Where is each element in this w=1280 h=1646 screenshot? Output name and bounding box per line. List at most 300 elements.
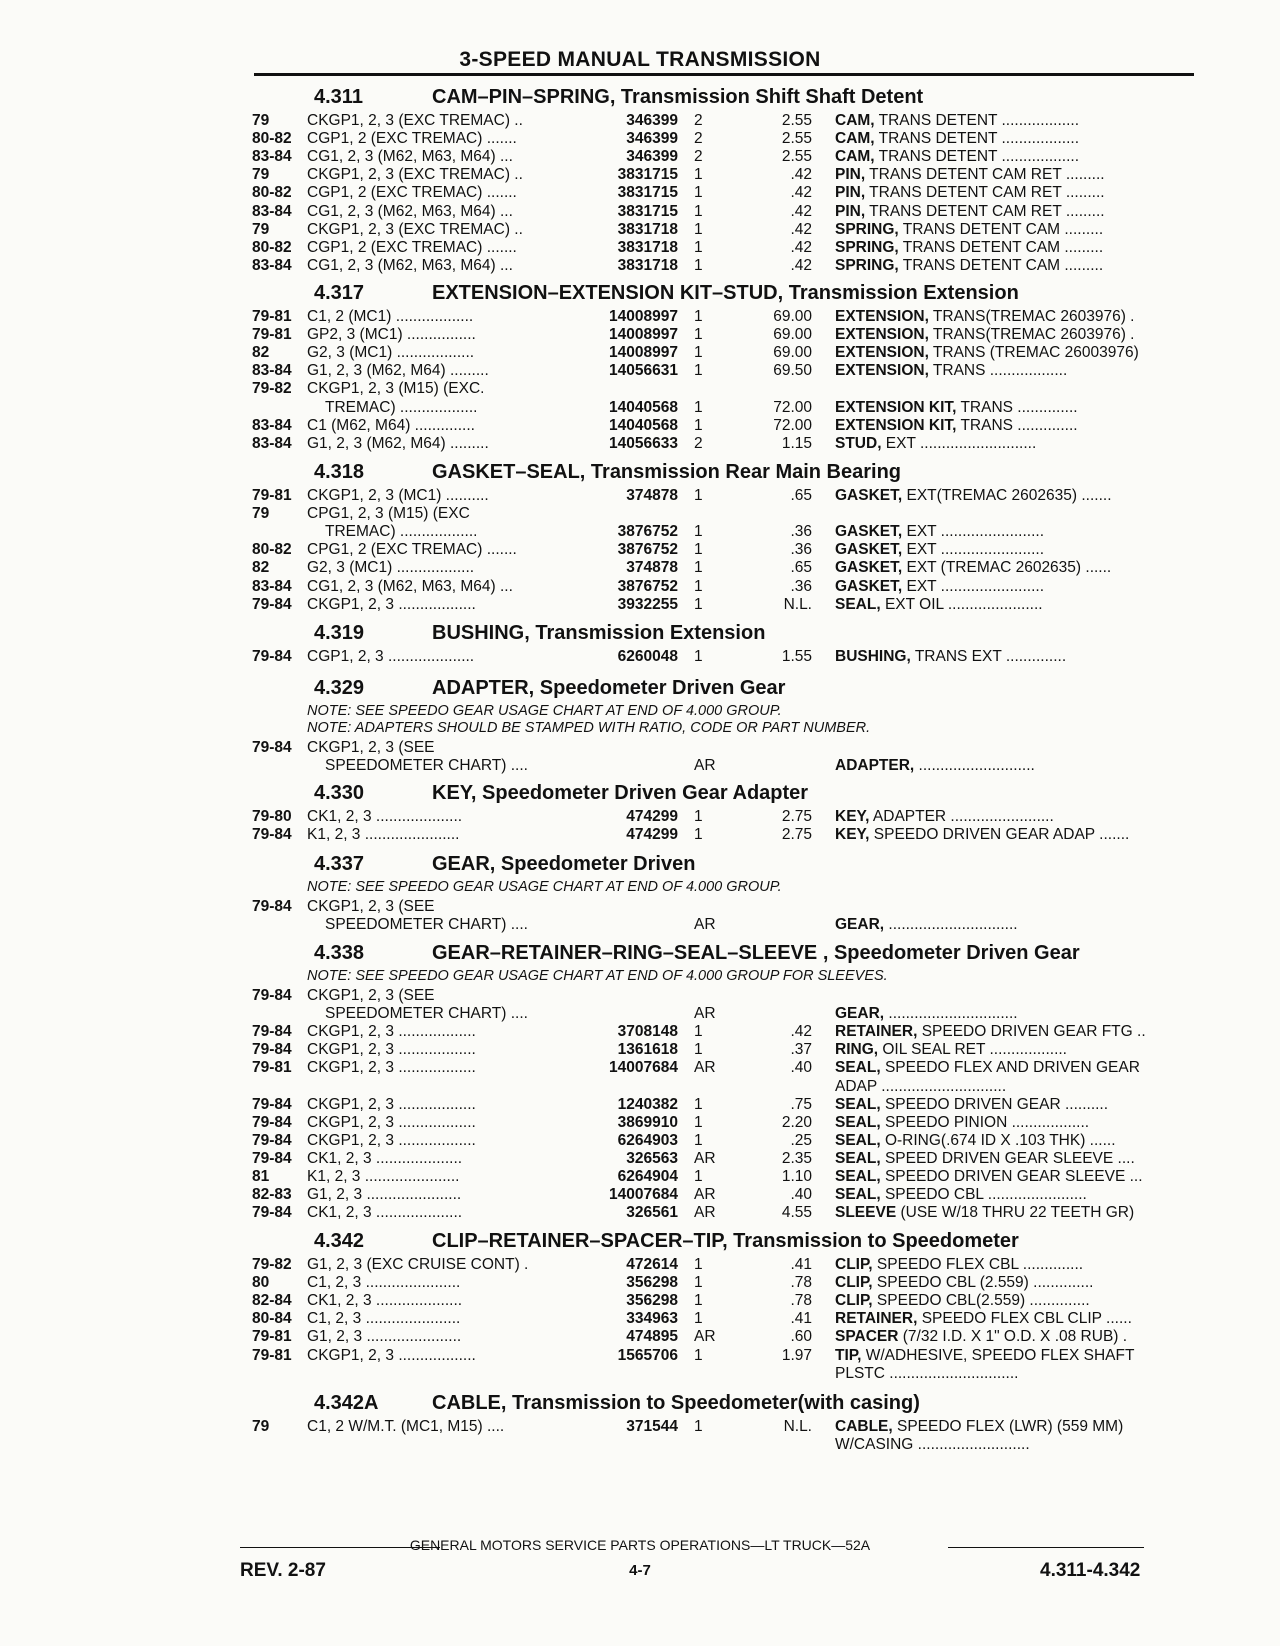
part-name: CLIP,	[835, 1274, 873, 1292]
vehicle-models: CG1, 2, 3 (M62, M63, M64) ...	[307, 577, 513, 595]
model-years: 83-84	[252, 577, 292, 595]
part-number: 3876752	[617, 577, 678, 595]
model-years: 83-84	[252, 256, 292, 274]
part-number: 474895	[626, 1328, 678, 1346]
parts-row	[0, 898, 1280, 917]
parts-row	[0, 808, 1280, 827]
list-price: 2.55	[781, 148, 812, 166]
vehicle-models: G1, 2, 3 ......................	[307, 1186, 462, 1204]
vehicle-models: TREMAC) ..................	[325, 523, 478, 541]
part-description	[835, 1274, 1195, 1292]
quantity: 1	[694, 1346, 703, 1364]
part-number: 1565706	[617, 1346, 678, 1364]
section-number: 4.319	[314, 622, 365, 644]
part-number: 472614	[626, 1256, 678, 1273]
parts-row	[0, 1005, 1280, 1024]
part-detail: ..............................	[884, 916, 1018, 934]
section-heading	[314, 942, 1080, 965]
vehicle-models: CG1, 2, 3 (M62, M63, M64) ...	[307, 202, 513, 220]
part-name: RETAINER,	[835, 1023, 918, 1041]
model-years: 80-82	[252, 238, 292, 256]
vehicle-models: CKGP1, 2, 3 (SEE	[307, 898, 435, 915]
part-detail: SPEEDO FLEX CBL CLIP ......	[917, 1310, 1132, 1328]
quantity: AR	[694, 1005, 716, 1023]
list-price: 1.10	[781, 1168, 812, 1185]
part-name: PIN,	[835, 202, 866, 220]
part-number: 14007684	[609, 1059, 678, 1077]
vehicle-models: CKGP1, 2, 3 ..................	[307, 1059, 476, 1077]
part-detail: TRANS EXT ..............	[910, 648, 1067, 665]
vehicle-models: CKGP1, 2, 3 ..................	[307, 1095, 476, 1113]
parts-row	[0, 541, 1280, 560]
parts-row	[0, 648, 1280, 667]
list-price: .78	[790, 1292, 812, 1310]
quantity: 1	[694, 1292, 703, 1310]
part-description	[835, 578, 1195, 596]
model-years: 79-81	[252, 1346, 292, 1364]
vehicle-models: C1, 2 (MC1) ..................	[307, 308, 474, 325]
section-part-names: CABLE,	[432, 1392, 507, 1414]
model-years: 79-84	[252, 595, 292, 613]
part-detail: ...........................	[914, 757, 1035, 775]
part-description	[835, 257, 1195, 275]
model-years: 83-84	[252, 416, 292, 434]
part-detail: (USE W/18 THRU 22 TEETH GR)	[896, 1204, 1135, 1222]
vehicle-models: SPEEDOMETER CHART) ....	[325, 1005, 528, 1023]
quantity: 1	[694, 826, 703, 844]
parts-row	[0, 1023, 1280, 1042]
parts-row	[0, 417, 1280, 436]
list-price: .42	[790, 184, 812, 202]
part-name: PIN,	[835, 184, 866, 202]
part-detail: ADAP .............................	[835, 1077, 1007, 1095]
vehicle-models: CPG1, 2 (EXC TREMAC) .......	[307, 541, 517, 559]
parts-row	[0, 1365, 1280, 1384]
section-application: Transmission Shift Shaft Detent	[615, 86, 924, 108]
part-name: RETAINER,	[835, 1310, 918, 1328]
vehicle-models: CK1, 2, 3 ....................	[307, 1149, 463, 1167]
quantity: 1	[694, 577, 703, 595]
quantity: 1	[694, 1310, 703, 1328]
part-name: GASKET,	[835, 541, 903, 559]
part-number: 346399	[626, 148, 678, 166]
quantity: AR	[694, 1204, 716, 1222]
model-years: 80	[252, 1274, 270, 1292]
part-detail: SPEED DRIVEN GEAR SLEEVE ....	[880, 1149, 1135, 1167]
section-number: 4.338	[314, 942, 365, 964]
section-application: Speedometer Driven Gear Adapter	[476, 782, 809, 804]
part-description	[835, 1256, 1195, 1274]
quantity: 1	[694, 523, 703, 541]
part-description	[835, 916, 1195, 934]
quantity: 2	[694, 148, 703, 166]
parts-row	[0, 239, 1280, 258]
part-number: 14008997	[609, 344, 678, 362]
part-description	[835, 362, 1195, 380]
part-description	[835, 1132, 1195, 1150]
part-name: BUSHING,	[835, 648, 911, 665]
quantity: 1	[694, 308, 703, 325]
parts-row	[0, 166, 1280, 185]
list-price: .65	[790, 559, 812, 577]
section-part-names: ADAPTER,	[432, 677, 535, 699]
part-description	[835, 523, 1195, 541]
vehicle-models: G2, 3 (MC1) ..................	[307, 559, 475, 577]
model-years: 79-84	[252, 648, 292, 665]
list-price: .75	[790, 1095, 812, 1113]
part-detail: ADAPTER ........................	[869, 808, 1054, 825]
part-name: GEAR,	[835, 916, 885, 934]
parts-row	[0, 1114, 1280, 1133]
list-price: .42	[790, 238, 812, 256]
section-note: NOTE: SEE SPEEDO GEAR USAGE CHART AT END OF 4.000 GROUP FOR SLEEVES.	[307, 968, 888, 984]
parts-row	[0, 435, 1280, 454]
part-name: SEAL,	[835, 1059, 881, 1077]
parts-row	[0, 523, 1280, 542]
part-detail: SPEEDO CBL (2.559) ..............	[872, 1274, 1094, 1292]
model-years: 82-84	[252, 1292, 292, 1310]
model-years: 83-84	[252, 148, 292, 166]
part-name: GASKET,	[835, 523, 903, 541]
part-description	[835, 239, 1195, 257]
list-price: .36	[790, 523, 812, 541]
part-detail: SPEEDO DRIVEN GEAR ADAP .......	[869, 826, 1130, 844]
part-description	[835, 184, 1195, 202]
quantity: 1	[694, 166, 703, 184]
quantity: 1	[694, 1023, 703, 1041]
quantity: 1	[694, 1168, 703, 1185]
model-years: 83-84	[252, 362, 292, 380]
quantity: 1	[694, 344, 703, 362]
part-detail: SPEEDO DRIVEN GEAR FTG ..	[917, 1023, 1146, 1041]
part-detail: TRANS DETENT CAM .........	[898, 238, 1104, 256]
parts-row	[0, 1150, 1280, 1169]
vehicle-models: CKGP1, 2, 3 ..................	[307, 1113, 476, 1131]
quantity: 1	[694, 1095, 703, 1113]
part-detail: TRANS DETENT CAM RET .........	[865, 184, 1105, 202]
part-detail: W/CASING ..........................	[835, 1436, 1030, 1454]
model-years: 79-84	[252, 898, 292, 915]
model-years: 82	[252, 559, 270, 577]
parts-row	[0, 380, 1280, 399]
part-description	[835, 130, 1195, 148]
parts-row	[0, 1096, 1280, 1115]
list-price: .40	[790, 1059, 812, 1077]
quantity: AR	[694, 1186, 716, 1204]
quantity: 1	[694, 238, 703, 256]
quantity: AR	[694, 1149, 716, 1167]
vehicle-models: SPEEDOMETER CHART) ....	[325, 916, 528, 934]
vehicle-models: G2, 3 (MC1) ..................	[307, 344, 475, 362]
model-years: 79-81	[252, 326, 292, 344]
model-years: 79-81	[252, 308, 292, 325]
list-price: 2.55	[781, 130, 812, 148]
parts-row	[0, 203, 1280, 222]
parts-row	[0, 399, 1280, 418]
part-detail: EXT OIL ......................	[880, 595, 1043, 613]
quantity: 1	[694, 487, 703, 504]
list-price: 1.55	[781, 648, 812, 665]
model-years: 79	[252, 166, 270, 184]
part-description	[835, 757, 1195, 775]
section-part-names: GEAR,	[432, 853, 496, 875]
parts-row	[0, 308, 1280, 327]
model-years: 80-82	[252, 541, 292, 559]
part-description	[835, 1204, 1195, 1222]
part-name: GASKET,	[835, 487, 903, 504]
part-number: 346399	[626, 112, 678, 129]
part-description	[835, 1436, 1195, 1454]
vehicle-models: TREMAC) ..................	[325, 398, 478, 416]
parts-row	[0, 1132, 1280, 1151]
part-name: SEAL,	[835, 1095, 881, 1113]
quantity: 1	[694, 416, 703, 434]
list-price: .42	[790, 256, 812, 274]
model-years: 81	[252, 1168, 270, 1185]
list-price: 72.00	[773, 398, 812, 416]
parts-row	[0, 487, 1280, 506]
part-description	[835, 1310, 1195, 1328]
model-years: 82	[252, 344, 270, 362]
part-detail: TRANS DETENT ..................	[874, 130, 1080, 148]
part-number: 6264904	[617, 1168, 678, 1185]
parts-row	[0, 757, 1280, 776]
section-note: NOTE: ADAPTERS SHOULD BE STAMPED WITH RATIO, CODE OR PART NUMBER.	[307, 720, 871, 736]
part-number: 474299	[626, 808, 678, 825]
part-number: 346399	[626, 130, 678, 148]
parts-row	[0, 112, 1280, 131]
part-name: KEY,	[835, 808, 870, 825]
part-name: SPRING,	[835, 220, 899, 238]
part-name: CAM,	[835, 130, 875, 148]
vehicle-models: G1, 2, 3 ......................	[307, 1328, 462, 1346]
vehicle-models: CPG1, 2, 3 (M15) (EXC	[307, 505, 470, 523]
part-name: EXTENSION,	[835, 344, 929, 362]
part-description	[835, 308, 1195, 326]
part-detail: SPEEDO FLEX AND DRIVEN GEAR	[880, 1059, 1140, 1077]
list-price: 69.00	[773, 326, 812, 344]
part-description	[835, 166, 1195, 184]
part-description	[835, 1150, 1195, 1168]
vehicle-models: G1, 2, 3 (EXC CRUISE CONT) .	[307, 1256, 529, 1273]
list-price: 4.55	[781, 1204, 812, 1222]
part-number: 14056631	[609, 362, 678, 380]
model-years: 83-84	[252, 202, 292, 220]
quantity: 2	[694, 112, 703, 129]
part-detail: TRANS DETENT CAM RET .........	[865, 166, 1105, 184]
part-name: GASKET,	[835, 559, 903, 577]
part-name: EXTENSION,	[835, 362, 929, 380]
part-detail: SPEEDO DRIVEN GEAR ..........	[880, 1095, 1109, 1113]
part-number: 3869910	[617, 1113, 678, 1131]
model-years: 79-84	[252, 1131, 292, 1149]
part-description	[835, 1023, 1195, 1041]
vehicle-models: K1, 2, 3 ......................	[307, 826, 460, 844]
parts-row	[0, 221, 1280, 240]
part-number: 3932255	[617, 595, 678, 613]
parts-row	[0, 1418, 1280, 1437]
part-number: 14007684	[609, 1186, 678, 1204]
revision-label: REV. 2-87	[240, 1560, 326, 1581]
part-detail: TRANS DETENT ..................	[874, 112, 1080, 129]
parts-row	[0, 578, 1280, 597]
part-description	[835, 1347, 1195, 1365]
list-price: 1.15	[781, 434, 812, 452]
parts-row	[0, 1274, 1280, 1293]
part-number: 1361618	[617, 1041, 678, 1059]
part-number: 6264903	[617, 1131, 678, 1149]
vehicle-models: CKGP1, 2, 3 (SEE	[307, 987, 435, 1004]
section-number: 4.342	[314, 1230, 365, 1252]
section-application: Transmission Extension	[529, 622, 766, 644]
parts-row	[0, 1186, 1280, 1205]
parts-row	[0, 130, 1280, 149]
quantity: 1	[694, 184, 703, 202]
part-name: SEAL,	[835, 1186, 881, 1204]
list-price: 1.97	[781, 1346, 812, 1364]
list-price: .42	[790, 166, 812, 184]
part-detail: TRANS DETENT CAM RET .........	[865, 202, 1105, 220]
part-name: EXTENSION KIT,	[835, 416, 957, 434]
vehicle-models: CKGP1, 2, 3 ..................	[307, 595, 476, 613]
part-description	[835, 1041, 1195, 1059]
part-description	[835, 148, 1195, 166]
list-price: 2.75	[781, 826, 812, 844]
part-detail: TRANS ..............	[956, 398, 1078, 416]
part-number: 14008997	[609, 326, 678, 344]
parts-row	[0, 1204, 1280, 1223]
quantity: 1	[694, 1131, 703, 1149]
part-description	[835, 1005, 1195, 1023]
part-detail: EXT ...........................	[881, 434, 1037, 452]
list-price: 69.00	[773, 344, 812, 362]
quantity: 1	[694, 1418, 703, 1435]
part-description	[835, 1328, 1195, 1346]
model-years: 79-81	[252, 1328, 292, 1346]
section-range: 4.311-4.342	[1040, 1560, 1141, 1581]
section-application: Speedometer Driven Gear	[534, 677, 786, 699]
quantity: AR	[694, 1328, 716, 1346]
quantity: 1	[694, 220, 703, 238]
section-heading	[314, 1230, 1019, 1253]
part-detail: SPEEDO CBL(2.559) ..............	[872, 1292, 1090, 1310]
model-years: 79-84	[252, 1041, 292, 1059]
model-years: 79-81	[252, 1059, 292, 1077]
section-part-names: EXTENSION–EXTENSION KIT–STUD,	[432, 282, 784, 304]
model-years: 79-84	[252, 1149, 292, 1167]
vehicle-models: G1, 2, 3 (M62, M64) .........	[307, 362, 489, 380]
part-description	[835, 1168, 1195, 1186]
list-price: .37	[790, 1041, 812, 1059]
part-description	[835, 1186, 1195, 1204]
quantity: 1	[694, 326, 703, 344]
part-number: 374878	[626, 559, 678, 577]
part-number: 356298	[626, 1274, 678, 1292]
model-years: 79-84	[252, 1095, 292, 1113]
part-description	[835, 326, 1195, 344]
quantity: 1	[694, 808, 703, 825]
part-detail: SPEEDO FLEX (LWR) (559 MM)	[892, 1418, 1124, 1435]
vehicle-models: CGP1, 2 (EXC TREMAC) .......	[307, 184, 517, 202]
part-description	[835, 541, 1195, 559]
part-detail: ..............................	[884, 1005, 1018, 1023]
vehicle-models: CKGP1, 2, 3 (SEE	[307, 739, 435, 756]
model-years: 79	[252, 112, 270, 129]
part-number: 6260048	[617, 648, 678, 665]
part-number: 3831715	[617, 166, 678, 184]
part-number: 1240382	[617, 1095, 678, 1113]
part-detail: EXT ........................	[902, 541, 1045, 559]
part-detail: O-RING(.674 ID X .103 THK) ......	[880, 1131, 1116, 1149]
quantity: 1	[694, 362, 703, 380]
part-name: CAM,	[835, 112, 875, 129]
list-price: 2.20	[781, 1113, 812, 1131]
part-detail: TRANS DETENT ..................	[874, 148, 1080, 166]
section-number: 4.329	[314, 677, 365, 699]
part-number: 3876752	[617, 523, 678, 541]
part-number: 14056633	[609, 434, 678, 452]
part-name: SEAL,	[835, 1131, 881, 1149]
model-years: 79	[252, 220, 270, 238]
model-years: 79-81	[252, 487, 292, 504]
part-number: 14040568	[609, 398, 678, 416]
parts-row	[0, 559, 1280, 578]
list-price: 2.35	[781, 1149, 812, 1167]
section-number: 4.311	[314, 86, 363, 108]
vehicle-models: CGP1, 2 (EXC TREMAC) .......	[307, 238, 517, 256]
vehicle-models: CKGP1, 2, 3 (EXC TREMAC) ..	[307, 220, 523, 238]
parts-row	[0, 184, 1280, 203]
part-name: RING,	[835, 1041, 879, 1059]
part-detail: TRANS DETENT CAM .........	[898, 220, 1104, 238]
part-detail: EXT ........................	[902, 577, 1045, 595]
part-name: SPRING,	[835, 256, 899, 274]
part-number: 326563	[626, 1149, 678, 1167]
quantity: 1	[694, 648, 703, 665]
list-price: 69.50	[773, 362, 812, 380]
footer-publisher: GENERAL MOTORS SERVICE PARTS OPERATIONS—LT TRUCK—52A	[409, 1537, 871, 1553]
part-description	[835, 344, 1195, 362]
part-name: SLEEVE	[835, 1204, 897, 1222]
vehicle-models: CKGP1, 2, 3 (M15) (EXC.	[307, 380, 485, 398]
vehicle-models: CKGP1, 2, 3 ..................	[307, 1131, 476, 1149]
vehicle-models: C1, 2 W/M.T. (MC1, M15) ....	[307, 1418, 505, 1435]
model-years: 79-84	[252, 1204, 292, 1222]
part-number: 356298	[626, 1292, 678, 1310]
section-application: Transmission Rear Main Bearing	[585, 461, 902, 483]
vehicle-models: GP2, 3 (MC1) ................	[307, 326, 476, 344]
model-years: 80-82	[252, 130, 292, 148]
part-description	[835, 808, 1195, 826]
list-price: .25	[790, 1131, 812, 1149]
part-detail: (7/32 I.D. X 1" O.D. X .08 RUB) .	[898, 1328, 1128, 1346]
vehicle-models: C1, 2, 3 ......................	[307, 1310, 461, 1328]
part-description	[835, 1114, 1195, 1132]
vehicle-models: CK1, 2, 3 ....................	[307, 1292, 463, 1310]
vehicle-models: K1, 2, 3 ......................	[307, 1168, 460, 1185]
section-part-names: CAM–PIN–SPRING,	[432, 86, 616, 108]
part-description	[835, 203, 1195, 221]
parts-row	[0, 257, 1280, 276]
parts-row	[0, 739, 1280, 758]
part-number: 14040568	[609, 416, 678, 434]
list-price: .36	[790, 541, 812, 559]
part-detail: TRANS(TREMAC 2603976) .	[928, 308, 1135, 325]
parts-row	[0, 1347, 1280, 1366]
parts-row	[0, 1310, 1280, 1329]
page-number: 4-7	[629, 1562, 651, 1579]
parts-row	[0, 148, 1280, 167]
